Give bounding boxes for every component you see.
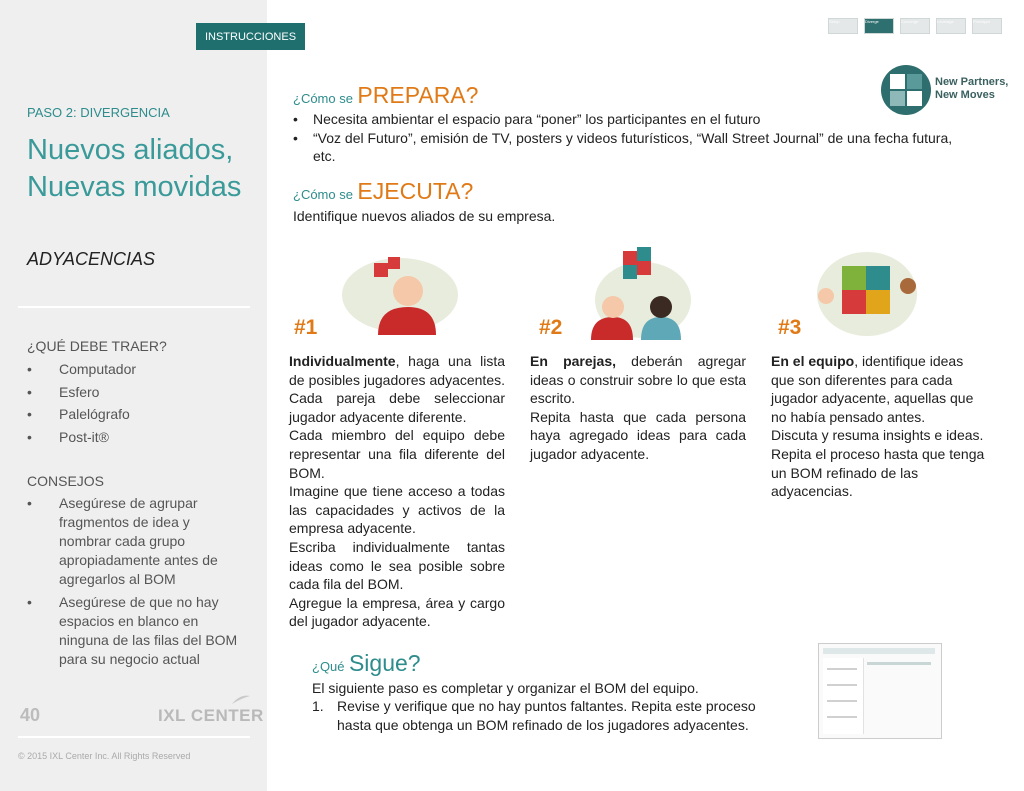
prepare-heading: ¿Cómo se PREPARA? — [293, 82, 479, 108]
step-1-paragraph: Cada miembro del equipo debe representar una fila diferente del BOM. — [289, 427, 505, 481]
list-item: • Palelógrafo — [27, 406, 130, 422]
brand-logo: IXL CENTER — [158, 706, 264, 725]
nav-button-setup[interactable]: Setup — [828, 18, 858, 34]
pair-people-icon — [583, 245, 693, 340]
next-heading: ¿Qué Sigue? — [312, 650, 421, 676]
sidebar — [0, 0, 267, 791]
bom-thumbnail[interactable] — [818, 643, 942, 739]
puzzle-logo-icon — [880, 64, 932, 116]
title-line-2: Nuevas movidas — [27, 171, 242, 203]
next-text: El siguiente paso es completar y organizar el BOM del equipo. — [312, 680, 699, 696]
title-line-1: Nuevos aliados, — [27, 134, 234, 166]
list-item: • Asegúrese de que no hay espacios en blanco en ninguna de las filas del BOM para su negocio actual — [27, 594, 238, 667]
list-item: • Necesita ambientar el espacio para “poner” los participantes en el futuro — [293, 111, 761, 127]
step-3-paragraph: Discuta y resuma insights e ideas. — [771, 427, 984, 444]
step-1-paragraph: Individualmente, haga una lista de posibles jugadores adyacentes. Cada pareja debe seleccionar jugador adyacente diferente. — [289, 353, 505, 425]
step-number-3: #3 — [778, 316, 802, 339]
step-3-paragraph: Repita el proceso hasta que tenga un BOM refinado de las adyacencias. — [771, 445, 985, 500]
divider — [18, 306, 250, 308]
step-3-text — [771, 352, 989, 501]
step-2-text — [530, 352, 746, 464]
step-number-1: #1 — [294, 316, 318, 339]
prepare-list — [293, 110, 973, 166]
step-2-paragraph: Repita hasta que cada persona haya agregado ideas para cada jugador adyacente. — [530, 408, 746, 462]
instructions-tab[interactable]: INSTRUCCIONES — [196, 23, 305, 50]
section-subtitle: ADYACENCIAS — [27, 249, 156, 269]
list-item: • Asegúrese de agrupar fragmentos de idea y nombrar cada grupo apropiadamente antes de agregarlos al BOM — [27, 495, 218, 587]
nav-button-converge[interactable]: Converge — [900, 18, 930, 34]
step-1-text — [289, 352, 505, 631]
logo-text: New Partners, New Moves — [935, 76, 1009, 101]
step-2-paragraph: En parejas, deberán agregar ideas o construir sobre lo que esta escrito. — [530, 353, 746, 407]
execute-heading: ¿Cómo se EJECUTA? — [293, 178, 474, 204]
step-number-2: #2 — [539, 316, 563, 339]
team-puzzle-icon — [812, 246, 922, 338]
step-1-paragraph: Imagine que tiene acceso a todas las capacidades y activos de la empresa adyacente. — [289, 483, 505, 537]
nav-buttons — [828, 18, 1002, 34]
execute-text: Identifique nuevos aliados de su empresa. — [293, 208, 556, 224]
bring-heading: ¿QUÉ DEBE TRAER? — [27, 338, 167, 354]
thinking-person-icon — [338, 255, 460, 335]
copyright: © 2015 IXL Center Inc. All Rights Reserved — [18, 751, 191, 761]
nav-button-leverage[interactable]: Leverage — [936, 18, 966, 34]
leaf-icon — [230, 694, 252, 706]
list-item: • “Voz del Futuro”, emisión de TV, posters y videos futurísticos, “Wall Street Journal” de una fecha futura, etc. — [293, 129, 953, 165]
next-list-item: 1. Revise y verifique que no hay puntos faltantes. Repita este proceso hasta que obtenga un BOM refinado de los jugadores adyacentes. — [312, 698, 756, 733]
nav-button-diverge[interactable]: Diverge — [864, 18, 894, 34]
step-3-paragraph: En el equipo, identifique ideas que son diferentes para cada jugador adyacente, aquellas que no había pensado antes. — [771, 353, 974, 425]
list-item: • Post-it® — [27, 428, 109, 445]
page-number: 40 — [20, 705, 41, 725]
list-item: • Esfero — [27, 383, 100, 400]
nav-button-prototype[interactable]: Prototype — [972, 18, 1002, 34]
step-1-paragraph: Escriba individualmente tantas ideas como le sea posible sobre cada fila del BOM. — [289, 538, 505, 593]
list-item: • Computador — [27, 361, 137, 377]
step-1-paragraph: Agregue la empresa, área y cargo del jugador adyacente. — [289, 594, 505, 630]
divider-bottom — [18, 736, 250, 738]
page-title — [27, 132, 241, 206]
tips-list — [27, 494, 242, 669]
step-label: PASO 2: DIVERGENCIA — [27, 105, 170, 120]
tips-heading: CONSEJOS — [27, 473, 105, 489]
bring-list — [27, 360, 247, 450]
